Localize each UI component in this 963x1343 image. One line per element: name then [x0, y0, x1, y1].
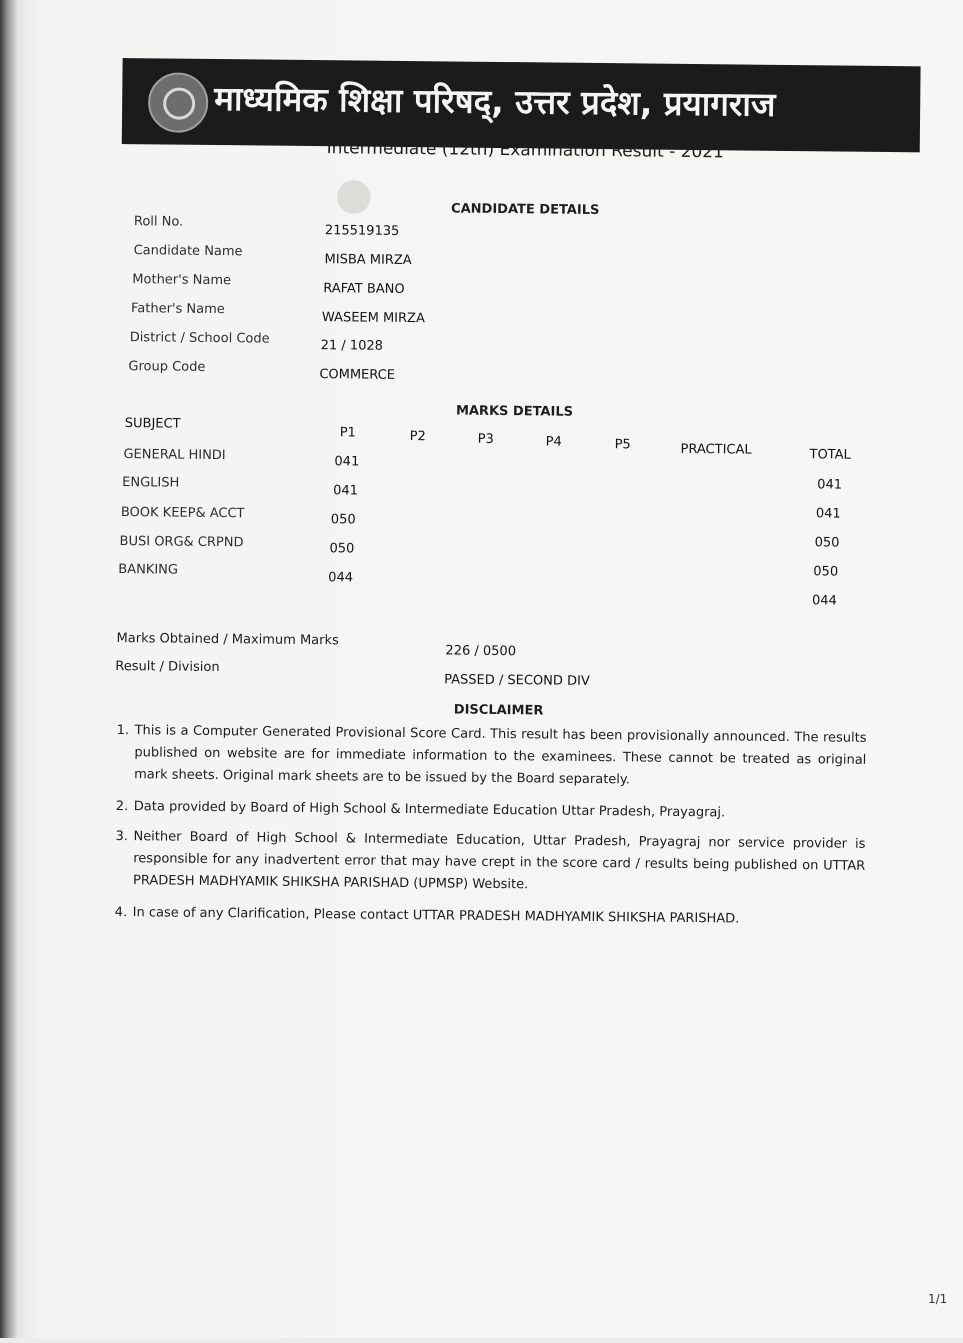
candidate-name-value: MISBA MIRZA [324, 252, 412, 269]
disclaimer-item-number: 3. [115, 828, 128, 845]
column-header-p3: P3 [477, 431, 494, 447]
subject-p1-marks: 044 [328, 570, 354, 586]
up-board-emblem-icon [148, 72, 209, 133]
disclaimer-item [116, 720, 867, 794]
father-name-label: Father's Name [130, 301, 225, 318]
column-header-subject: SUBJECT [124, 416, 181, 432]
marks-obtained-label: Marks Obtained / Maximum Marks [116, 630, 339, 649]
marks-details-heading: MARKS DETAILS [455, 403, 574, 420]
candidate-details-heading: CANDIDATE DETAILS [451, 201, 600, 219]
disclaimer-item [116, 796, 866, 826]
subject-name: BANKING [118, 562, 179, 578]
subject-name: GENERAL HINDI [123, 447, 226, 464]
column-header-total: TOTAL [809, 447, 851, 463]
header-banner [122, 58, 921, 152]
subject-total-marks: 044 [811, 593, 837, 609]
disclaimer-item [115, 826, 866, 900]
subject-total-marks: 041 [815, 506, 841, 522]
disclaimer-item-text: Data provided by Board of High School & Intermediate Education Uttar Pradesh, Prayagraj. [133, 799, 726, 821]
column-header-p4: P4 [545, 434, 562, 450]
subject-name: BOOK KEEP& ACCT [120, 505, 245, 522]
marks-obtained-value: 226 / 0500 [445, 643, 517, 660]
subject-total-marks: 050 [814, 535, 840, 551]
disclaimer-heading: DISCLAIMER [453, 702, 544, 719]
disclaimer-item-number: 1. [116, 722, 130, 739]
disclaimer-item-text: This is a Computer Generated Provisional Score Card. This result has been provisionally announced. The results published on website are for immediate information to the examinees. These cannot be treated as original mark sheets. Original mark sheets are to be issued by the Board separately. [134, 723, 867, 788]
disclaimer-item-number: 2. [115, 798, 129, 815]
page-number: 1/1 [928, 1292, 948, 1306]
column-header-p5: P5 [614, 437, 631, 453]
mother-name-value: RAFAT BANO [323, 281, 405, 297]
subject-name: BUSI ORG& CRPND [119, 534, 244, 551]
subject-name: ENGLISH [122, 475, 180, 491]
group-code-label: Group Code [128, 359, 206, 375]
disclaimer-item-number: 4. [114, 904, 128, 921]
disclaimer-item [115, 902, 865, 932]
subject-p1-marks: 050 [329, 541, 355, 557]
column-header-p1: P1 [339, 425, 356, 441]
group-code-value: COMMERCE [319, 367, 396, 383]
mother-name-label: Mother's Name [132, 272, 232, 289]
subject-total-marks: 041 [817, 477, 843, 493]
roll-no-label: Roll No. [133, 214, 184, 230]
column-header-p2: P2 [409, 429, 426, 445]
district-school-code-label: District / School Code [129, 330, 270, 347]
disclaimer-item-text: Neither Board of High School & Intermediate Education, Uttar Pradesh, Prayagraj nor service provider is responsible for any inadvertent error that may have crept in the score card / results being published on UTTAR PRADESH MADHYAMIK SHIKSHA PARISHAD (UPMSP) Website. [132, 829, 866, 893]
watermark-bleed: ● [331, 166, 376, 222]
father-name-value: WASEEM MIRZA [321, 310, 425, 327]
district-school-code-value: 21 / 1028 [320, 338, 384, 354]
subject-p1-marks: 041 [334, 454, 360, 470]
subject-total-marks: 050 [813, 564, 839, 580]
exam-title: Intermediate (12th) Examination Result - 2021 [326, 138, 725, 163]
result-division-value: PASSED / SECOND DIV [444, 672, 590, 689]
subject-p1-marks: 041 [333, 483, 359, 499]
disclaimer-item-text: In case of any Clarification, Please contact UTTAR PRADESH MADHYAMIK SHIKSHA PARISHAD. [132, 905, 740, 927]
column-header-practical: PRACTICAL [680, 441, 752, 458]
candidate-name-label: Candidate Name [133, 243, 243, 260]
roll-no-value: 215519135 [324, 223, 400, 239]
result-division-label: Result / Division [115, 658, 220, 676]
subject-p1-marks: 050 [330, 512, 356, 528]
board-name: माध्यमिक शिक्षा परिषद्, उत्तर प्रदेश, प्रयागराज [214, 78, 776, 124]
